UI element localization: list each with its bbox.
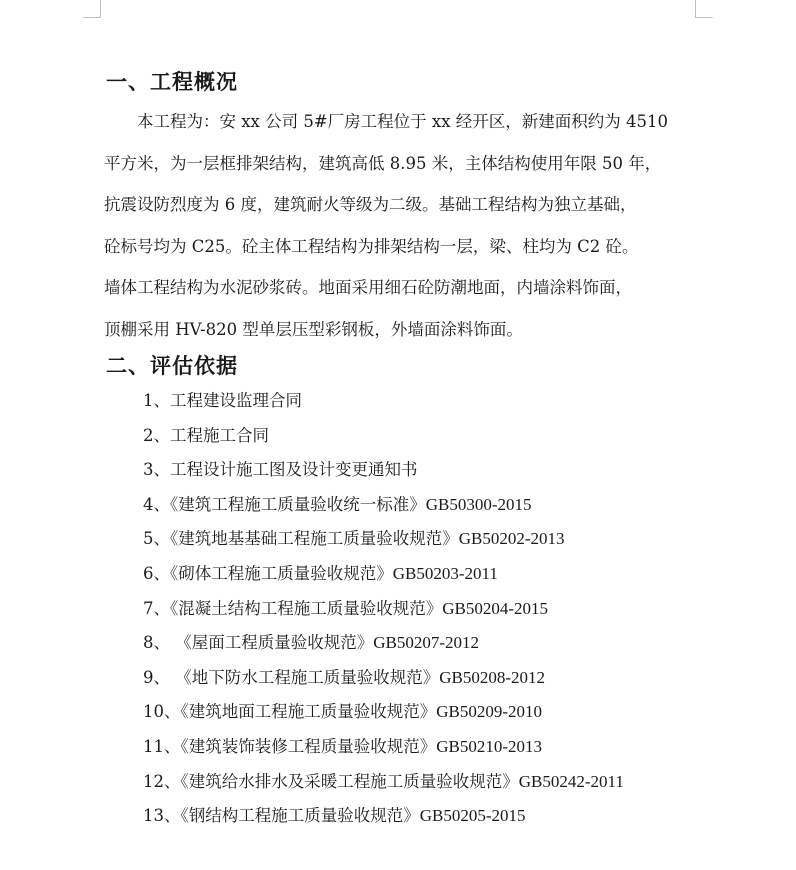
paragraph-line: 墙体工程结构为水泥砂浆砖。地面采用细石砼防潮地面，内墙涂料饰面， (104, 278, 632, 298)
margin-corner-mark-right-h (695, 17, 713, 18)
paragraph-line: 顶棚采用 HV-820 型单层压型彩钢板，外墙面涂料饰面。 (104, 319, 523, 339)
list-item: 11、《建筑装饰装修工程质量验收规范》GB50210-2013 (143, 736, 543, 756)
list-item: 1、工程建设监理合同 (143, 391, 302, 410)
overview-paragraph (104, 101, 704, 351)
section-heading-basis: 二、评估依据 (106, 354, 238, 378)
list-item: 12、《建筑给水排水及采暖工程施工质量验收规范》GB50242-2011 (143, 771, 624, 791)
paragraph-line: 砼标号均为 C25。砼主体工程结构为排架结构一层，梁、柱均为 C2 砼。 (104, 236, 639, 256)
list-item: 8、 《屋面工程质量验收规范》GB50207-2012 (143, 633, 480, 653)
paragraph-line: 抗震设防烈度为 6 度，建筑耐火等级为二级。基础工程结构为独立基础， (104, 195, 637, 215)
paragraph-line: 本工程为：安 xx 公司 5#厂房工程位于 xx 经开区，新建面积约为 4510 (137, 112, 669, 131)
margin-corner-mark-right (695, 0, 696, 17)
margin-corner-mark-left (100, 0, 101, 17)
basis-list (143, 384, 743, 834)
list-item: 9、 《地下防水工程施工质量验收规范》GB50208-2012 (143, 667, 546, 687)
margin-corner-mark-left-h (83, 17, 101, 18)
list-item: 13、《钢结构工程施工质量验收规范》GB50205-2015 (143, 806, 526, 826)
list-item: 10、《建筑地面工程施工质量验收规范》GB50209-2010 (143, 702, 543, 722)
list-item: 3、工程设计施工图及设计变更通知书 (143, 460, 418, 480)
list-item: 6、《砌体工程施工质量验收规范》GB50203-2011 (143, 563, 498, 583)
list-item: 7、《混凝土结构工程施工质量验收规范》GB50204-2015 (143, 598, 549, 618)
list-item: 5、《建筑地基基础工程施工质量验收规范》GB50202-2013 (143, 529, 565, 549)
list-item: 2、工程施工合同 (143, 425, 269, 445)
section-heading-overview: 一、工程概况 (106, 70, 238, 94)
paragraph-line: 平方米，为一层框排架结构，建筑高低 8.95 米，主体结构使用年限 50 年， (104, 153, 662, 173)
list-item: 4、《建筑工程施工质量验收统一标准》GB50300-2015 (143, 494, 532, 514)
